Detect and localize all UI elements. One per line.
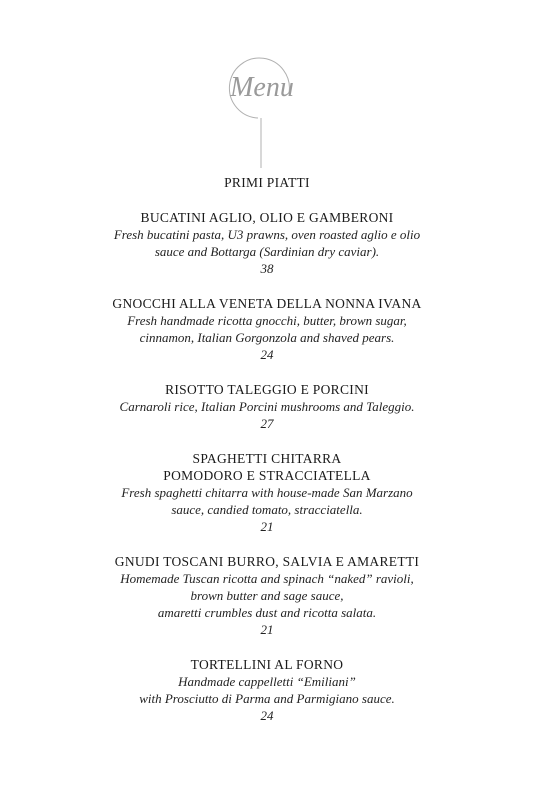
menu-logo-text: Menu — [230, 72, 294, 103]
menu-item-price: 21 — [260, 519, 274, 534]
menu-item — [0, 656, 534, 724]
menu-item-name — [0, 553, 534, 570]
menu-logo-graphic — [0, 0, 534, 170]
menu-item-name-line: POMODORO E STRACCIATELLA — [163, 468, 371, 483]
menu-item — [0, 295, 534, 363]
menu-item-description — [0, 484, 534, 518]
menu-item-price: 27 — [260, 416, 274, 431]
menu-item-description-line: Homemade Tuscan ricotta and spinach “naked” ravioli, — [120, 571, 414, 586]
menu-item-price: 38 — [260, 261, 274, 276]
menu-item-description — [0, 398, 534, 415]
menu-item-description-line: amaretti crumbles dust and ricotta salata. — [157, 605, 377, 620]
menu-item-name-line: GNOCCHI ALLA VENETA DELLA NONNA IVANA — [112, 296, 422, 311]
menu-item — [0, 450, 534, 535]
menu-item-name-line: TORTELLINI AL FORNO — [190, 657, 344, 672]
menu-item-description — [0, 570, 534, 621]
menu-item-description — [0, 312, 534, 346]
menu-item-name-line: BUCATINI AGLIO, OLIO E GAMBERONI — [140, 210, 394, 225]
menu-logo — [0, 0, 534, 170]
menu-item-description-line: Fresh bucatini pasta, U3 prawns, oven roasted aglio e olio — [113, 227, 421, 242]
menu-item-name-line: RISOTTO TALEGGIO E PORCINI — [165, 382, 369, 397]
menu-item-name-line: GNUDI TOSCANI BURRO, SALVIA E AMARETTI — [114, 554, 420, 569]
menu-item-description-line: Fresh spaghetti chitarra with house-made San Marzano — [121, 485, 413, 500]
menu-item-price: 24 — [260, 347, 274, 362]
menu-item — [0, 553, 534, 638]
menu-item-name — [0, 656, 534, 673]
menu-item-name-line: SPAGHETTI CHITARRA — [192, 451, 342, 466]
menu-item — [0, 381, 534, 432]
menu-item-description-line: cinnamon, Italian Gorgonzola and shaved pears. — [139, 330, 395, 345]
menu-item-name — [0, 381, 534, 398]
menu-item-description-line: Fresh handmade ricotta gnocchi, butter, brown sugar, — [127, 313, 407, 328]
menu-item-description-line: brown butter and sage sauce, — [190, 588, 344, 603]
menu-items — [0, 209, 534, 742]
menu-item-name — [0, 209, 534, 226]
menu-item-description-line: Handmade cappelletti “Emiliani” — [178, 674, 356, 689]
menu-item — [0, 209, 534, 277]
menu-item-description-line: with Prosciutto di Parma and Parmigiano sauce. — [139, 691, 395, 706]
menu-item-name — [0, 450, 534, 484]
menu-item-name — [0, 295, 534, 312]
menu-item-price: 24 — [260, 708, 274, 723]
menu-item-description-line: sauce and Bottarga (Sardinian dry caviar). — [154, 244, 380, 259]
menu-item-description-line: sauce, candied tomato, stracciatella. — [171, 502, 363, 517]
section-title: PRIMI PIATTI — [224, 175, 310, 190]
menu-item-description — [0, 226, 534, 260]
menu-item-description-line: Carnaroli rice, Italian Porcini mushrooms and Taleggio. — [119, 399, 415, 414]
menu-item-description — [0, 673, 534, 707]
menu-item-price: 21 — [260, 622, 274, 637]
